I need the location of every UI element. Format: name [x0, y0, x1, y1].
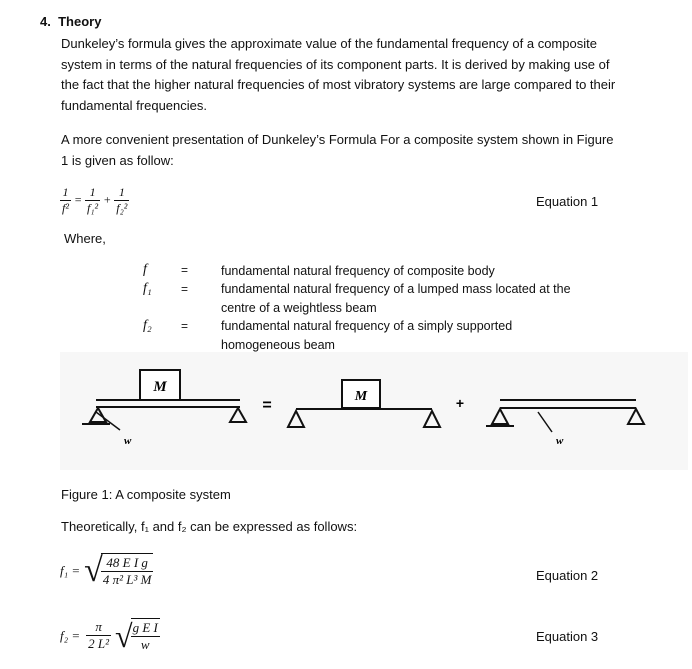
eq1-t1-den: f₁²: [87, 201, 99, 215]
eq2-lhs: f₁ =: [60, 562, 81, 578]
mass-label: M: [354, 389, 368, 404]
where-label: Where,: [64, 231, 106, 246]
equation-1-label: Equation 1: [536, 194, 599, 209]
eq2-num: 48 E I g: [101, 555, 154, 572]
composite-system-figure: [60, 352, 688, 470]
paragraph-line: 1 is given as follow:: [61, 152, 174, 168]
def-symbol-f: f: [143, 262, 147, 277]
paragraph-line: Dunkeley’s formula gives the approximate value of the fundamental frequency of a composite: [61, 36, 597, 51]
eq3-root-den: w: [140, 637, 150, 652]
def-equals: =: [181, 319, 189, 333]
mass-label: M: [153, 379, 167, 395]
figure-caption: Figure 1: A composite system: [61, 487, 231, 502]
eq3-fraction: [131, 618, 160, 653]
equation-3: [60, 618, 160, 653]
def-equals: =: [181, 282, 189, 296]
equation-2: [60, 553, 153, 588]
paragraph-line: fundamental frequencies.: [61, 97, 207, 113]
eq3-root-num: g E I: [132, 620, 158, 635]
def-line: homogeneous beam: [221, 337, 335, 352]
figure-plus-sign: +: [455, 395, 465, 411]
def-text: fundamental natural frequency of composite body: [221, 264, 495, 278]
paragraph-line: system in terms of the natural frequencies of its component parts. It is derived by making use of: [61, 56, 610, 72]
def-line: fundamental natural frequency of a lumped mass located at the: [221, 282, 571, 296]
def-symbol-f2: f₂: [143, 318, 152, 333]
def-symbol-f1: f₁: [143, 281, 152, 296]
def-equals: =: [181, 263, 189, 277]
paragraph-intro: [61, 34, 661, 116]
equation-1: [60, 185, 129, 216]
eq1-lhs-den: f²: [62, 201, 69, 215]
paragraph-dunkeley: [61, 130, 661, 171]
def-line: fundamental natural frequency of a simply supported: [221, 319, 513, 333]
weight-label: w: [556, 435, 564, 447]
eq1-equals: =: [73, 192, 83, 207]
weight-label: w: [124, 435, 132, 447]
eq2-den: 4 π² L³ M: [102, 572, 152, 587]
expression-intro: Theoretically, f₁ and f₂ can be expressed as follows:: [61, 519, 358, 534]
eq3-coefficient: [86, 619, 111, 652]
eq2-sqrt: [84, 553, 153, 588]
section-heading: [40, 14, 101, 29]
def-text: [221, 317, 512, 354]
sqrt-sign: √: [84, 551, 103, 589]
eq3-coef-den: 2 L²: [88, 636, 110, 651]
section-title: Theory: [58, 14, 102, 29]
eq3-coef-num: π: [86, 619, 111, 636]
eq1-plus: +: [103, 192, 112, 207]
eq1-t1-num: 1: [85, 185, 100, 201]
equation-2-label: Equation 2: [536, 568, 599, 583]
equation-3-label: Equation 3: [536, 629, 599, 644]
paragraph-line: A more convenient presentation of Dunkeley’s Formula For a composite system shown in Figure: [61, 132, 614, 147]
def-text: [221, 280, 571, 317]
eq1-lhs-num: 1: [60, 185, 71, 201]
figure-equals-sign: =: [262, 397, 272, 414]
eq3-sqrt: [115, 618, 160, 653]
eq2-fraction: [101, 553, 154, 588]
paragraph-line: the fact that the higher natural frequencies of most vibratory systems are large compared to their: [61, 77, 616, 92]
eq3-lhs: f₂ =: [60, 627, 81, 643]
eq1-t2-den: f₂²: [116, 201, 128, 215]
sqrt-sign: √: [115, 617, 133, 654]
section-number: 4.: [40, 14, 51, 29]
def-line: centre of a weightless beam: [221, 300, 377, 315]
eq1-t2-num: 1: [114, 185, 129, 201]
